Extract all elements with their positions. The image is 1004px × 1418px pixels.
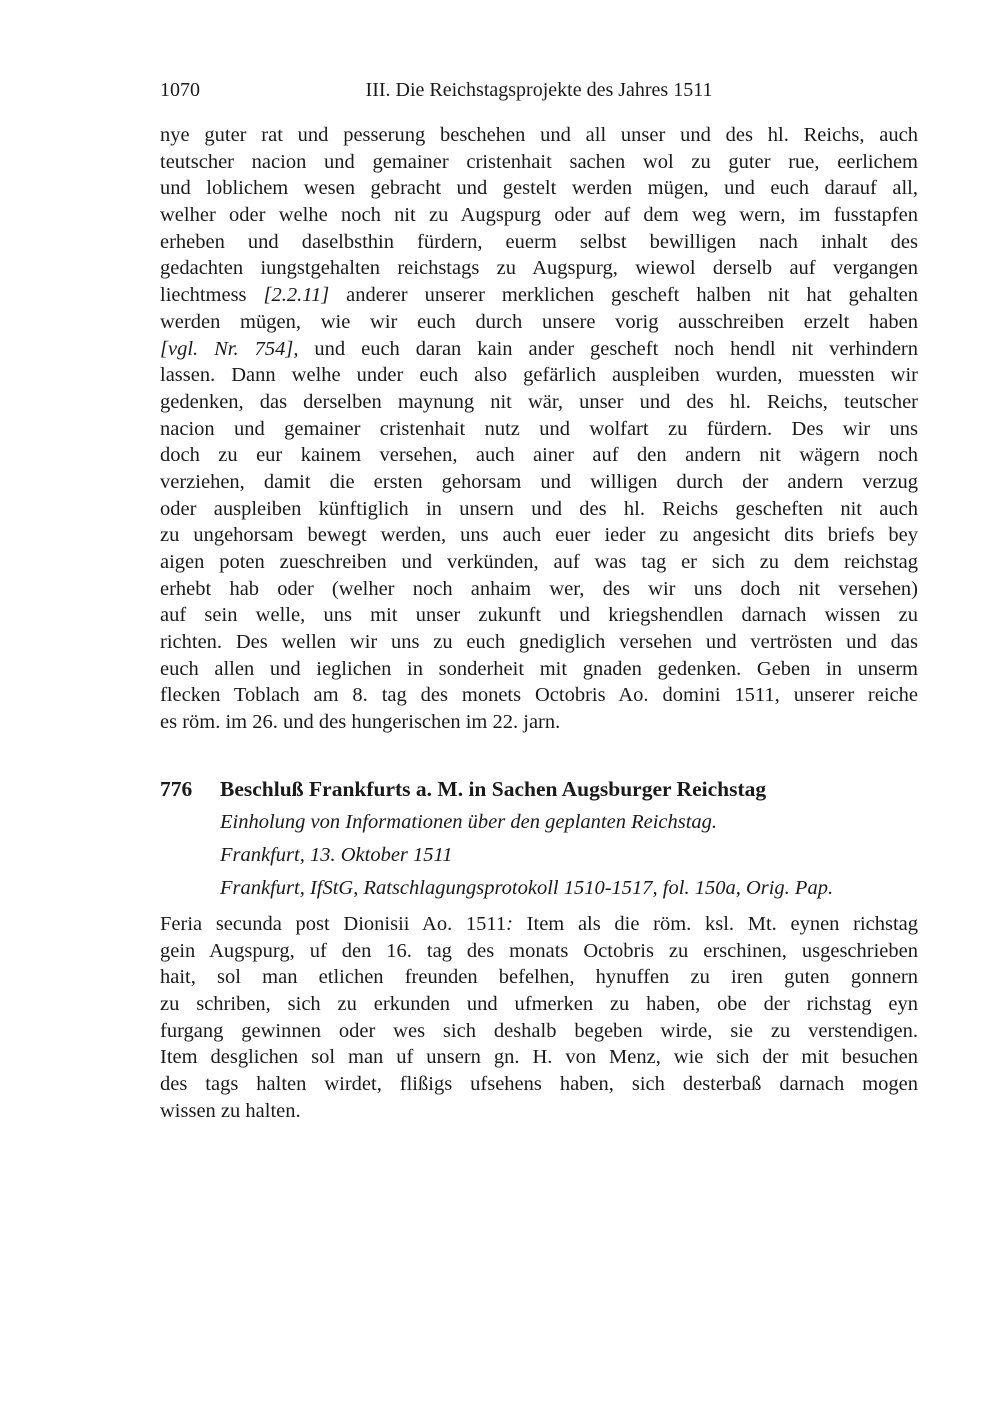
text-line: euch allen und ieglichen in sonderheit mit gnaden gedenken. Geben in unserm (160, 657, 918, 680)
text-line: Feria secunda post Dionisii Ao. 1511: Item als die röm. ksl. Mt. eynen richstag (160, 913, 918, 935)
text-line: nacion und gemainer cristenhait nutz und wolfart zu fürdern. Des wir uns (160, 417, 918, 440)
text-line: Item desglichen sol man uf unsern gn. H. von Menz, wie sich der mit besuchen (160, 1046, 918, 1069)
text-line: aigen poten zueschreiben und verkünden, auf was tag er sich zu dem reichstag (160, 551, 918, 573)
text-line: liechtmess [2.2.11] anderer unserer merklichen gescheft halben nit hat gehalten (160, 284, 918, 307)
text-line: welher oder welhe noch nit zu Augspurg oder auf dem weg wern, im fusstapfen (160, 204, 918, 227)
text-line: verziehen, damit die ersten gehorsam und willigen durch der andern verzug (160, 470, 918, 493)
entry-date-line: Frankfurt, 13. Oktober 1511 (220, 844, 453, 866)
entry-number: 776 (160, 777, 193, 801)
text-line: doch zu eur kainem versehen, auch ainer auf den andern nit wägern noch (160, 444, 918, 467)
text-line: [vgl. Nr. 754], und euch daran kain ander gescheft noch hendl nit verhindern (160, 337, 918, 360)
text-line: und loblichem wesen gebracht und gestelt werden mügen, und euch darauf all, (160, 177, 918, 200)
text-line: flecken Toblach am 8. tag des monets Octobris Ao. domini 1511, unserer reiche (160, 684, 918, 707)
text-line: lassen. Dann welhe under euch also gefärlich auspleiben wurden, muessten wir (160, 364, 918, 387)
page-number: 1070 (160, 79, 200, 101)
text-line: zu ungehorsam bewegt werden, uns auch euer ieder zu angesicht dits briefs bey (160, 524, 918, 547)
text-line: gedachten iungstgehalten reichstags zu Augspurg, wiewol derselb auf vergangen (160, 257, 918, 280)
text-line: gedenken, das derselben maynung nit wär, unser und des hl. Reichs, teutscher (160, 390, 918, 413)
protocol-paragraph (160, 911, 918, 1125)
text-line: auf sein welle, uns mit unser zukunft und kriegshendlen darnach wissen zu (160, 604, 918, 627)
text-line: erhebt hab oder (welher noch anhaim wer, des wir uns doch nit versehen) (160, 577, 918, 600)
entry-summary: Einholung von Informationen über den geplanten Reichstag. (220, 811, 718, 833)
text-line: gein Augspurg, uf den 16. tag des monats Octobris zu erschinen, usgeschrieben (160, 939, 918, 962)
text-line: es röm. im 26. und des hungerischen im 22. jarn. (160, 711, 561, 734)
text-line: zu schriben, sich zu erkunden und ufmerken zu haben, obe der richstag eyn (160, 993, 918, 1016)
text-line: richten. Des wellen wir uns zu euch gnediglich versehen und vertrösten und das (160, 631, 918, 654)
text-line: des tags halten wirdet, flißigs ufsehens haben, sich desterbaß darnach mogen (160, 1073, 918, 1096)
text-line: oder auspleiben künftiglich in unsern und des hl. Reichs gescheften nit auch (160, 497, 918, 520)
text-line: erheben und daselbsthin fürdern, euerm selbst bewilligen nach inhalt des (160, 230, 918, 253)
text-line: furgang gewinnen oder wes sich deshalb begeben wirde, sie zu verstendigen. (160, 1019, 918, 1042)
letter-continuation-paragraph (160, 122, 918, 736)
running-head: III. Die Reichstagsprojekte des Jahres 1511 (365, 79, 713, 101)
entry-title: Beschluß Frankfurts a. M. in Sachen Augsburger Reichstag (220, 777, 767, 801)
text-line: hait, sol man etlichen freunden befelhen, hynuffen zu iren guten gonnern (160, 966, 918, 989)
page-header (160, 78, 918, 102)
text-line: wissen zu halten. (160, 1099, 301, 1122)
entry-source-line: Frankfurt, IfStG, Ratschlagungsprotokoll 1510-1517, fol. 150a, Orig. Pap. (220, 877, 834, 899)
text-line: werden mügen, wie wir euch durch unsere vorig ausschreiben erzelt haben (160, 310, 918, 333)
text-line: teutscher nacion und gemainer cristenhait sachen wol zu guter rue, eerlichem (160, 150, 918, 173)
text-line: nye guter rat und pesserung beschehen und all unser und des hl. Reichs, auch (160, 124, 918, 146)
